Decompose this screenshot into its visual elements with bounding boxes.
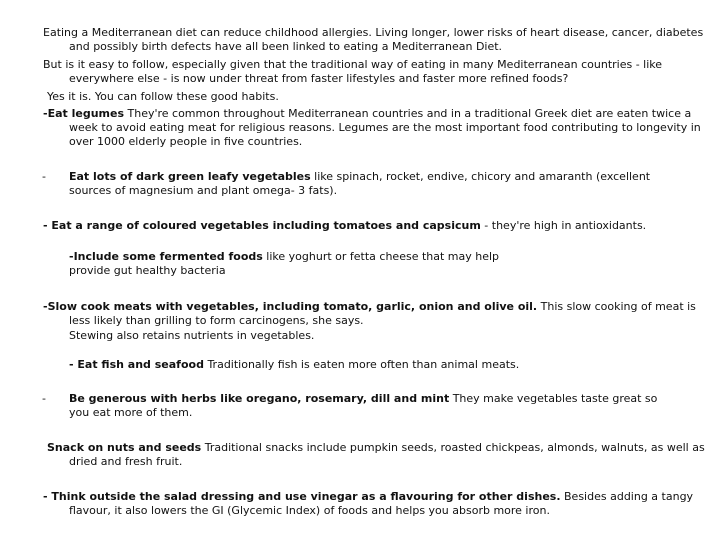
habit-fish-seafood — [69, 358, 689, 372]
habit-vinegar-text: Besides adding a tangy flavour, it also lowers the GI (Glycemic Index) of foods and helps you absorb more iron. — [69, 490, 694, 517]
habit-herbs — [69, 392, 669, 420]
habit-herbs-heading: Be generous with herbs like oregano, rosemary, dill and mint — [69, 392, 450, 405]
intro-paragraph-2: But is it easy to follow, especially given that the traditional way of eating in many Mediterranean countries - like everywhere else - is now under threat from faster lifestyles and faster more refined foods? — [43, 58, 663, 85]
habit-vinegar-heading: - Think outside the salad dressing and use vinegar as a flavouring for other dishes. — [43, 490, 561, 503]
habit-fermented-heading: -Include some fermented foods — [69, 250, 263, 263]
habit-coloured-heading: - Eat a range of coloured vegetables including tomatoes and capsicum — [43, 219, 481, 232]
habit-snack-nuts — [47, 441, 715, 469]
habit-fermented-text: like yoghurt or fetta cheese that may help provide gut healthy bacteria — [69, 250, 500, 277]
habit-fish-text: Traditionally fish is eaten more often than animal meats. — [203, 358, 520, 371]
habit-legumes-text: They're common throughout Mediterranean countries and in a traditional Greek diet are eaten twice a week to avoid eating meat for religious reasons. Legumes are the most important food contributing to longevity in over 1000 elderly people in five countries. — [69, 107, 701, 148]
habit-coloured-vegetables — [43, 219, 719, 233]
habit-snack-heading: Snack on nuts and seeds — [47, 441, 202, 454]
intro-paragraph-3: Yes it is. You can follow these good habits. — [47, 90, 279, 103]
habit-legumes — [43, 107, 719, 149]
habit-greens-text: like spinach, rocket, endive, chicory and amaranth (excellent sources of magnesium and plant omega- 3 fats). — [69, 170, 651, 197]
habit-herbs-text: They make vegetables taste great so you eat more of them. — [69, 392, 658, 419]
habit-coloured-text: - they're high in antioxidants. — [480, 219, 647, 232]
habit-slow-cook-line2: Stewing also retains nutrients in vegetables. — [69, 329, 315, 342]
habit-greens — [69, 170, 689, 198]
intro-paragraph-1: Eating a Mediterranean diet can reduce childhood allergies. Living longer, lower risks of heart disease, cancer, diabetes and possibly birth defects have all been linked to eating a Mediterranean Diet. — [43, 26, 704, 53]
habit-slow-cook-heading: -Slow cook meats with vegetables, including tomato, garlic, onion and olive oil. — [43, 300, 538, 313]
habit-greens-heading: Eat lots of dark green leafy vegetables — [69, 170, 311, 183]
habit-fermented-foods — [69, 250, 509, 278]
habit-snack-text: Traditional snacks include pumpkin seeds, roasted chickpeas, almonds, walnuts, as well as dried and fresh fruit. — [69, 441, 705, 468]
habit-legumes-heading: -Eat legumes — [43, 107, 124, 120]
habit-greens-dash: - — [42, 170, 46, 183]
habit-vinegar — [43, 490, 719, 518]
habit-fish-heading: - Eat fish and seafood — [69, 358, 204, 371]
habit-slow-cook — [43, 300, 719, 328]
habit-herbs-dash: - — [42, 392, 46, 405]
habit-slow-cook-text: This slow cooking of meat is less likely than grilling to form carcinogens, she says. — [69, 300, 696, 327]
